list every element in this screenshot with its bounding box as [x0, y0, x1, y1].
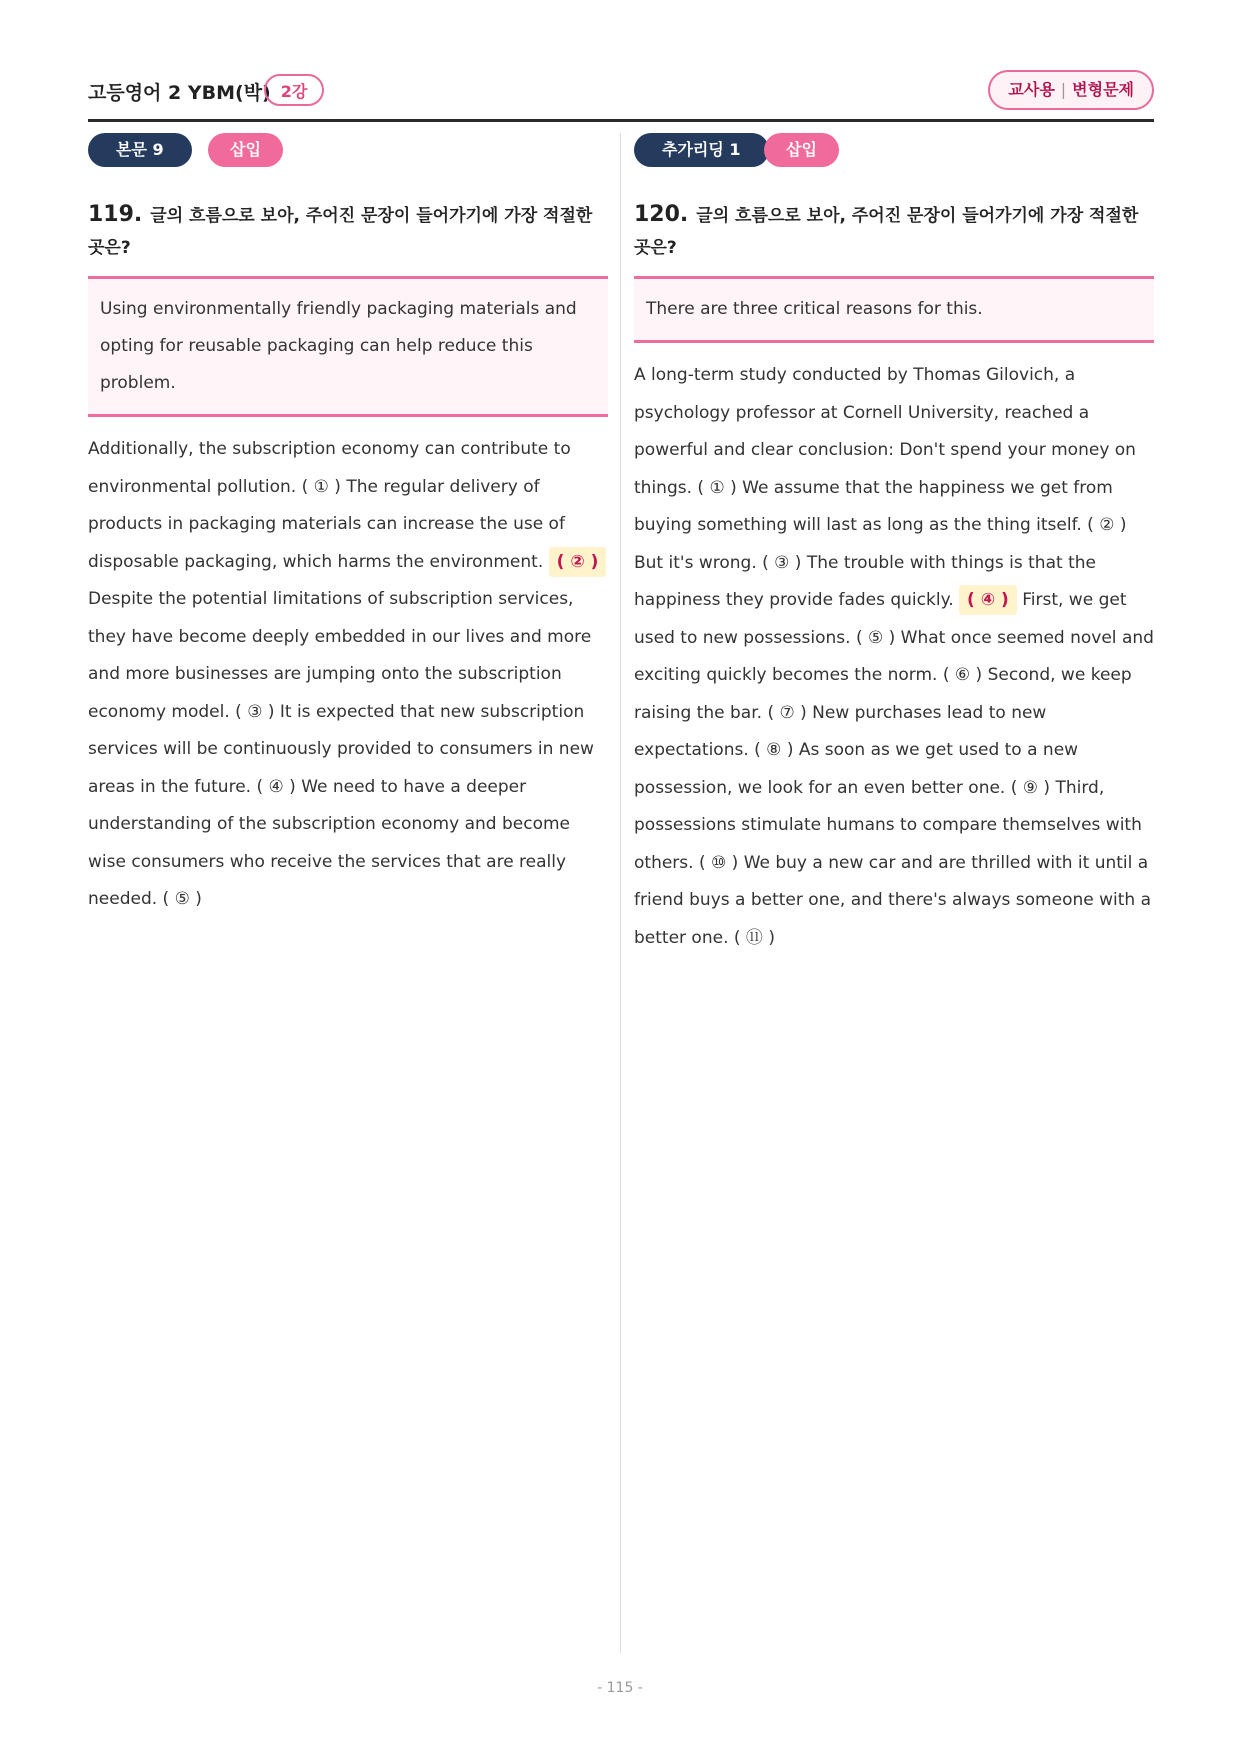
section-tag: 추가리딩 1 — [634, 133, 769, 167]
type-tag: 삽입 — [764, 133, 839, 167]
insertion-mark: ( ⑦ ) — [767, 702, 807, 723]
insertion-mark: ( ① ) — [697, 477, 737, 498]
tag-row — [88, 133, 608, 169]
passage-sentence: It is expected that new subscription services will be continuously provided to consumers in new areas in the future. — [88, 701, 594, 797]
passage-sentence: New purchases lead to new expectations. — [634, 702, 1047, 760]
column-divider — [620, 133, 621, 1653]
question-number: 119. — [88, 202, 143, 227]
passage-sentence: But it's wrong. — [634, 552, 757, 573]
answer-mark: ( ④ ) — [959, 585, 1017, 615]
book-title: 고등영어 2 YBM(박) — [88, 82, 271, 104]
passage-sentence: Second, we keep raising the bar. — [634, 665, 1132, 723]
insertion-mark: ( ⑤ ) — [855, 627, 896, 648]
edition-badge — [988, 70, 1154, 110]
insertion-mark: ( ⑪ ) — [733, 927, 775, 948]
passage-sentence: As soon as we get used to a new possession, we look for an even better one. — [634, 740, 1079, 798]
teacher-label: 교사용 — [1008, 80, 1055, 99]
tag-row — [634, 133, 1154, 169]
passage-sentence: We buy a new car and are thrilled with it until a friend buys a better one, and there's always someone with a better one. — [634, 852, 1151, 948]
type-tag: 삽입 — [208, 133, 283, 167]
question-prompt — [88, 199, 608, 264]
passage-sentence: Additionally, the subscription economy can contribute to environmental pollution. — [88, 439, 571, 497]
page-number: - 115 - — [597, 1680, 643, 1696]
given-sentence-box — [88, 276, 608, 417]
insertion-mark: ( ⑨ ) — [1010, 777, 1051, 798]
passage-sentence: What once seemed novel and exciting quickly becomes the norm. — [634, 627, 1154, 685]
insertion-mark: ( ③ ) — [762, 552, 802, 573]
question-120 — [634, 133, 1154, 957]
passage-sentence: The regular delivery of products in packaging materials can increase the use of disposable packaging, which harms the environment. — [88, 476, 565, 572]
given-sentence: Using environmentally friendly packaging materials and opting for reusable packaging can help reduce this problem. — [100, 299, 577, 393]
type-label: 변형문제 — [1072, 80, 1134, 99]
answer-mark: ( ② ) — [549, 547, 607, 577]
passage — [88, 431, 608, 919]
passage-sentence: Despite the potential limitations of subscription services, they have become deeply embedded in our lives and more and more businesses are jumping onto the subscription economy model. — [88, 589, 592, 722]
question-text: 글의 흐름으로 보아, 주어진 문장이 들어가기에 가장 적절한 곳은? — [88, 206, 593, 258]
header-rule — [88, 119, 1154, 122]
question-text: 글의 흐름으로 보아, 주어진 문장이 들어가기에 가장 적절한 곳은? — [634, 206, 1139, 258]
passage-sentence: Third, possessions stimulate humans to compare themselves with others. — [634, 777, 1142, 873]
page-header — [88, 74, 1154, 118]
insertion-mark: ( ① ) — [301, 476, 341, 497]
insertion-mark: ( ⑤ ) — [162, 889, 202, 909]
lesson-badge: 2강 — [264, 74, 324, 106]
badge-separator: | — [1060, 80, 1067, 99]
insertion-mark: ( ③ ) — [235, 701, 275, 722]
insertion-mark: ( ② ) — [1087, 515, 1127, 535]
given-sentence: There are three critical reasons for this. — [646, 299, 983, 319]
passage-sentence: A long-term study conducted by Thomas Gilovich, a psychology professor at Cornell University, reached a powerful and clear conclusion: Don't spend your money on things. — [634, 365, 1136, 498]
insertion-mark: ( ⑩ ) — [698, 852, 739, 873]
passage-sentence: We need to have a deeper understanding of the subscription economy and become wise consumers who receive the services that are really needed. — [88, 776, 570, 909]
passage-sentence: The trouble with things is that the happiness they provide fades quickly. — [634, 552, 1096, 610]
question-prompt — [634, 199, 1154, 264]
section-tag: 본문 9 — [88, 133, 192, 167]
insertion-mark: ( ⑧ ) — [754, 740, 794, 760]
passage-sentence: First, we get used to new possessions. — [634, 590, 1127, 648]
passage-sentence: We assume that the happiness we get from buying something will last as long as the thing itself. — [634, 477, 1113, 535]
question-119 — [88, 133, 608, 919]
insertion-mark: ( ④ ) — [256, 776, 296, 797]
given-sentence-box — [634, 276, 1154, 343]
insertion-mark: ( ⑥ ) — [942, 665, 983, 685]
passage — [634, 357, 1154, 957]
question-number: 120. — [634, 202, 689, 227]
